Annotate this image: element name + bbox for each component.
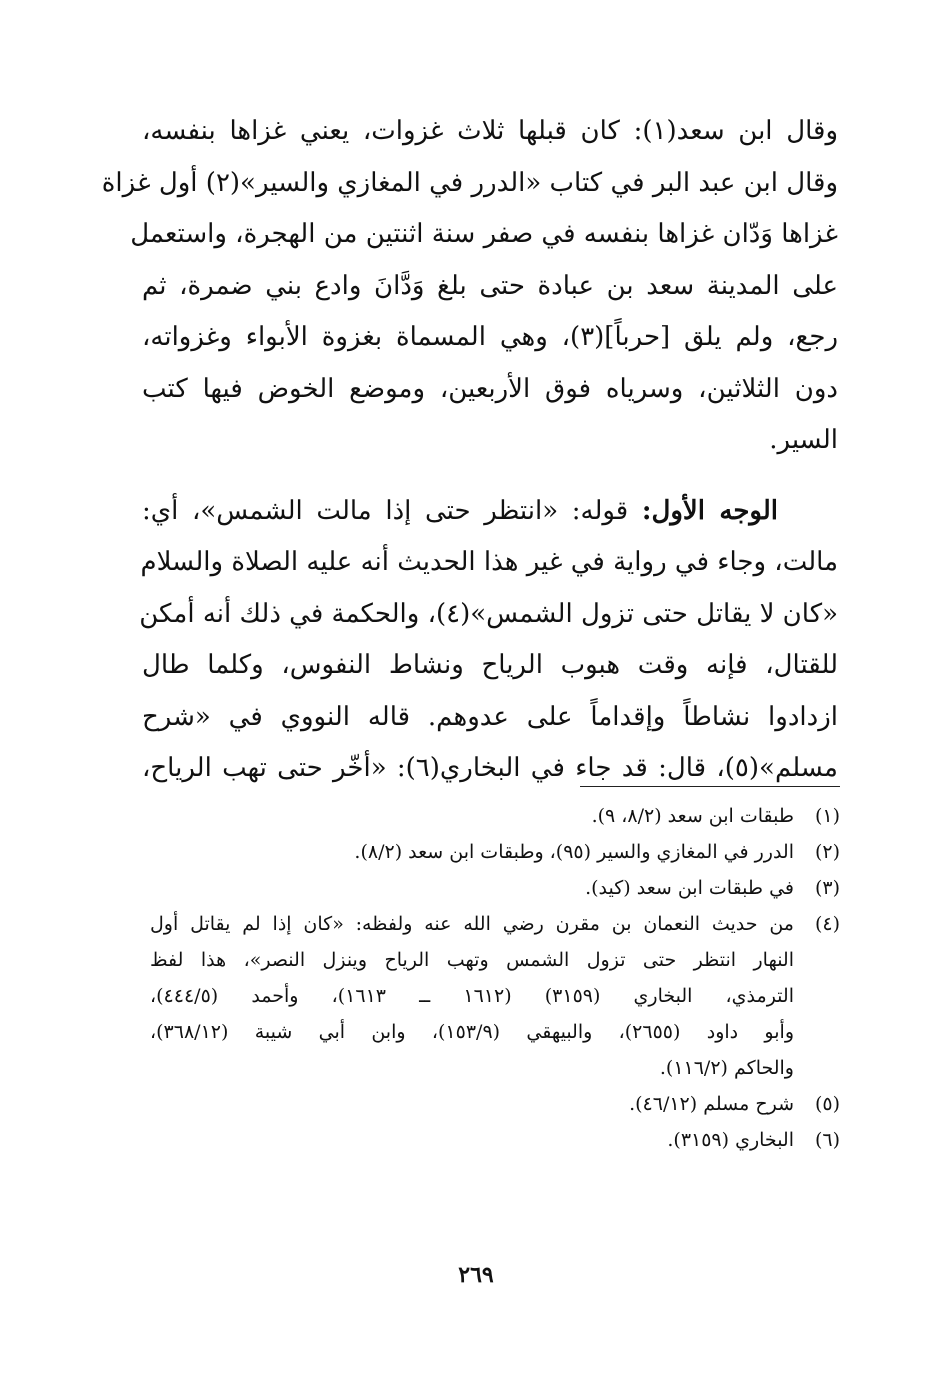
text-line: للقتال، فإنه وقت هبوب الرياح ونشاط النفوس، وكلما طال bbox=[142, 650, 838, 680]
footnote bbox=[150, 1122, 840, 1158]
footnote-line: وأبو داود (٢٦٥٥)، والبيهقي (١٥٣/٩)، وابن أبي شيبة (٣٦٨/١٢)، bbox=[150, 1021, 794, 1043]
text-line: «كان لا يقاتل حتى تزول الشمس»(٤)، والحكمة في ذلك أنه أمكن bbox=[139, 598, 838, 629]
footnote-line: طبقات ابن سعد (٨/٢، ٩). bbox=[591, 805, 794, 827]
text-line: رجع، ولم يلق [حرباً](٣)، وهي المسماة بغزوة الأبواء وغزواته، bbox=[142, 322, 838, 352]
footnote-number: (٤) bbox=[814, 913, 840, 935]
footnote bbox=[150, 1086, 840, 1122]
footnote-line: والحاكم (١١٦/٢). bbox=[659, 1057, 794, 1079]
footnote-line: النهار انتظر حتى تزول الشمس وتهب الرياح وينزل النصر»، هذا لفظ bbox=[150, 949, 794, 971]
footnote-line: الدرر في المغازي والسير (٩٥)، وطبقات ابن سعد (٨/٢). bbox=[354, 841, 794, 863]
footnotes bbox=[150, 798, 840, 1158]
footnote-line: شرح مسلم (٤٦/١٢). bbox=[629, 1093, 794, 1115]
footnote-number: (٣) bbox=[814, 877, 840, 899]
footnote-line: في طبقات ابن سعد (كيد). bbox=[585, 877, 794, 899]
text-line bbox=[142, 486, 838, 538]
text-line: على المدينة سعد بن عبادة حتى بلغ وَدَّانَ وادع بني ضمرة، ثم bbox=[142, 270, 838, 301]
text-line: وقال ابن سعد(١): كان قبلها ثلاث غزوات، يعني غزاها بنفسه، bbox=[142, 116, 839, 146]
footnote-divider bbox=[580, 786, 840, 787]
text-segment: قوله: «انتظر حتى إذا مالت الشمس»، أي: bbox=[142, 495, 642, 526]
footnote bbox=[150, 906, 840, 1086]
footnote-number: (٦) bbox=[814, 1129, 840, 1151]
text-line: مسلم»(٥)، قال: قد جاء في البخاري(٦): «أخّر حتى تهب الرياح، bbox=[142, 753, 838, 783]
footnote-line: الترمذي، البخاري (٣١٥٩) (١٦١٢ ــ ١٦١٣)، وأحمد (٤٤٤/٥)، bbox=[150, 985, 794, 1007]
footnote-line: البخاري (٣١٥٩). bbox=[667, 1129, 794, 1151]
footnote-number: (٥) bbox=[814, 1093, 840, 1115]
footnote bbox=[150, 834, 840, 870]
footnote-line: من حديث النعمان بن مقرن رضي الله عنه ولفظه: «كان إذا لم يقاتل أول bbox=[150, 913, 794, 935]
footnote-number: (١) bbox=[814, 805, 840, 827]
text-line: وقال ابن عبد البر في كتاب «الدرر في المغازي والسير»(٢) أول غزاة bbox=[101, 167, 838, 198]
text-line: مالت، وجاء في رواية في غير هذا الحديث أنه عليه الصلاة والسلام bbox=[140, 547, 838, 577]
page-number: ٢٦٩ bbox=[458, 1262, 494, 1288]
footnote bbox=[150, 870, 840, 906]
footnote bbox=[150, 798, 840, 834]
footnote-number: (٢) bbox=[814, 841, 840, 863]
text-line: دون الثلاثين، وسرياه فوق الأربعين، وموضع الخوض فيها كتب bbox=[142, 373, 838, 404]
main-text bbox=[101, 106, 839, 795]
text-line: غزاها وَدّان غزاها بنفسه في صفر سنة اثنتين من الهجرة، واستعمل bbox=[130, 219, 838, 249]
text-line: السير. bbox=[769, 425, 838, 455]
section-heading: الوجه الأول: bbox=[641, 495, 778, 526]
text-line: ازدادوا نشاطاً وإقداماً على عدوهم. قاله النووي في «شرح bbox=[142, 701, 838, 732]
